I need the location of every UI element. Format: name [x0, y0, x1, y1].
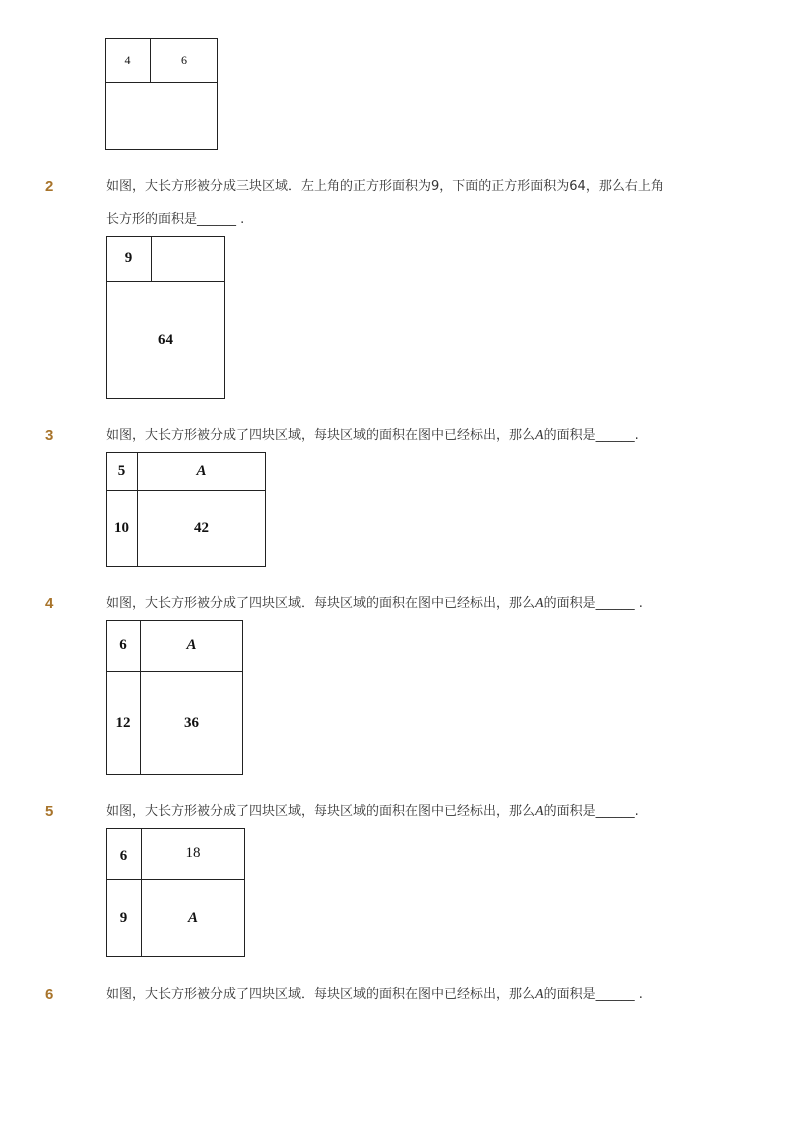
problem-number: 3: [45, 427, 54, 444]
problem-number: 5: [45, 803, 54, 820]
cell-top-right: 6: [181, 52, 187, 67]
problem-text: 如图，大长方形被分成了四块区域．每块区域的面积在图中已经标出，那么A的面积是______ .: [106, 987, 643, 1002]
cell-bottom-left: 10: [114, 520, 129, 536]
cell-top-left: 6: [119, 637, 127, 653]
variable-a: A: [535, 804, 544, 819]
cell-top-right: A: [196, 462, 207, 479]
cell-bottom-right: 42: [194, 520, 209, 536]
figure-divider: [151, 236, 152, 282]
variable-a: A: [535, 596, 544, 611]
cell-square-64: 64: [158, 331, 173, 348]
cell-top-right: 18: [185, 845, 201, 861]
cell-bottom-right: 36: [184, 714, 199, 731]
variable-a: A: [535, 428, 544, 443]
problem-text: 长方形的面积是______ .: [106, 212, 245, 227]
problem-text: 如图，大长方形被分成了四块区域，每块区域的面积在图中已经标出，那么A的面积是______.: [106, 804, 639, 819]
cell-top-left: 4: [124, 52, 131, 67]
cell-top-left: 5: [117, 462, 126, 479]
problem-number: 6: [45, 986, 54, 1003]
variable-a: A: [535, 987, 544, 1002]
problem-text: 如图，大长方形被分成了四块区域．每块区域的面积在图中已经标出，那么A的面积是______ .: [106, 596, 643, 611]
cell-bottom-left: 12: [115, 714, 131, 731]
cell-top-left: 6: [119, 848, 128, 864]
cell-bottom-left: 9: [119, 909, 128, 926]
cell-square-9: 9: [124, 250, 133, 266]
problem-text: 如图，大长方形被分成三块区域．左上角的正方形面积为9，下面的正方形面积为64，那么右上角: [106, 179, 664, 194]
cell-bottom-right: A: [187, 909, 198, 926]
problem-text: 如图，大长方形被分成了四块区域，每块区域的面积在图中已经标出，那么A的面积是______.: [106, 428, 639, 443]
problem-number: 2: [45, 178, 54, 195]
figure-divider: [105, 82, 218, 83]
problem-number: 4: [45, 595, 54, 612]
cell-top-right: A: [186, 637, 197, 653]
